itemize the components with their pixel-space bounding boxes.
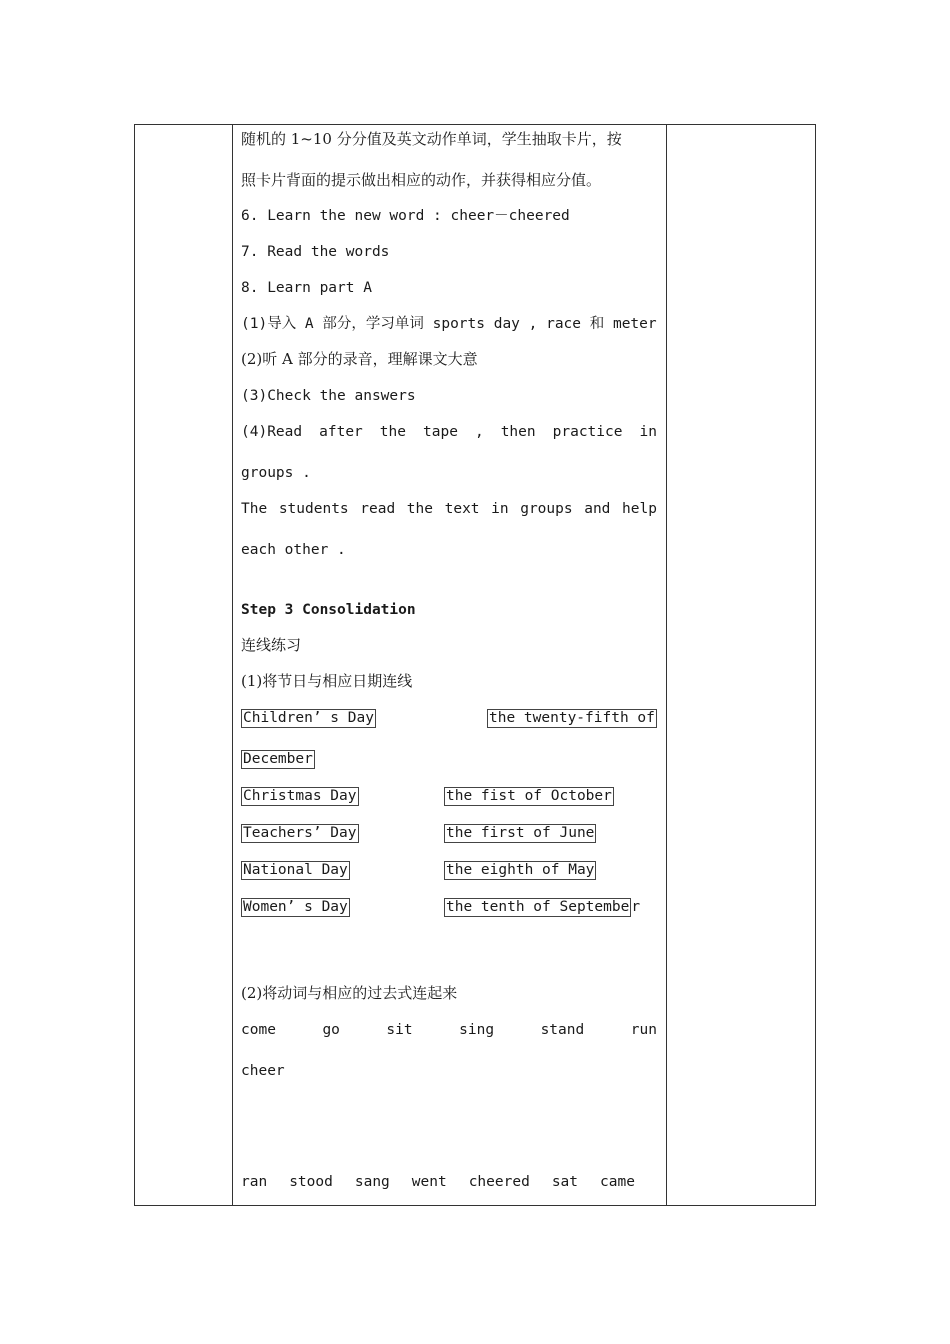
verb: stand: [540, 1022, 585, 1038]
word: groups: [520, 501, 573, 517]
part-a-item-3: (3)Check the answers: [241, 388, 416, 404]
verb-list-continued: cheer: [241, 1063, 285, 1079]
past-tense: ran: [241, 1174, 268, 1190]
word: The: [241, 501, 268, 517]
date-twenty-fifth-of: the twenty-fifth of: [489, 710, 655, 726]
word: text: [444, 501, 480, 517]
word: help: [622, 501, 657, 517]
word: the: [379, 424, 406, 440]
date-fist-of-october: the fist of October: [446, 788, 612, 804]
intro-line-1: 随机的 1~10 分分值及英文动作单词，学生抽取卡片，按: [241, 130, 622, 148]
date-eighth-of-may: the eighth of May: [446, 862, 595, 878]
step-3-subtitle: 连线练习: [241, 636, 302, 654]
part-a-item-4: [241, 422, 657, 442]
date-tenth-of-september: the tenth of Septembe: [446, 899, 630, 915]
date-first-of-june: the first of June: [446, 825, 595, 841]
step-7: 7. Read the words: [241, 244, 390, 260]
part-a-item-1: (1)导入 A 部分，学习单词 sports day , race 和 meter: [241, 316, 657, 332]
column-divider-left: [232, 125, 233, 1205]
past-tense: came: [600, 1174, 635, 1190]
intro-line-2: 照卡片背面的提示做出相应的动作，并获得相应分值。: [241, 171, 602, 189]
word: and: [584, 501, 611, 517]
students-note-continued: each other .: [241, 542, 346, 558]
part-a-item-4-continued: groups .: [241, 465, 311, 481]
past-tense: sang: [354, 1174, 390, 1190]
column-divider-right: [666, 125, 667, 1205]
date-tenth-of-september-tail: r: [631, 899, 641, 915]
word: (4)Read: [241, 424, 303, 440]
word: read: [360, 501, 396, 517]
verb: sit: [386, 1022, 413, 1038]
word: students: [278, 501, 349, 517]
word: the: [406, 501, 433, 517]
verb: sing: [459, 1022, 495, 1038]
verb-list: [241, 1020, 657, 1040]
word: practice: [552, 424, 623, 440]
holiday-womens-day: Women’ s Day: [243, 899, 348, 915]
past-tense: stood: [289, 1174, 333, 1190]
word: in: [491, 501, 509, 517]
step-8: 8. Learn part A: [241, 280, 372, 296]
word: tape: [423, 424, 458, 440]
part-a-item-2: (2)听 A 部分的录音，理解课文大意: [241, 350, 478, 368]
past-tense: sat: [551, 1174, 579, 1190]
matching-question-1: (1)将节日与相应日期连线: [241, 672, 413, 690]
verb: come: [241, 1022, 276, 1038]
word: ,: [474, 424, 484, 440]
step-3-title: Step 3 Consolidation: [241, 602, 416, 618]
word: then: [500, 424, 536, 440]
holiday-childrens-day: Children’ s Day: [243, 710, 374, 726]
holiday-christmas-day: Christmas Day: [243, 788, 357, 804]
holiday-teachers-day: Teachers’ Day: [243, 825, 357, 841]
lesson-content-cell: [241, 124, 657, 1206]
word: in: [639, 424, 657, 440]
students-note: [241, 499, 657, 519]
past-tense: cheered: [468, 1174, 530, 1190]
past-tense-list: [241, 1172, 635, 1192]
word: after: [319, 424, 363, 440]
holiday-national-day: National Day: [243, 862, 348, 878]
verb: run: [630, 1022, 657, 1038]
step-6: 6. Learn the new word : cheer－cheered: [241, 208, 570, 224]
past-tense: went: [411, 1174, 447, 1190]
verb: go: [322, 1022, 340, 1038]
matching-question-2: (2)将动词与相应的过去式连起来: [241, 984, 458, 1002]
date-december: December: [243, 751, 313, 767]
